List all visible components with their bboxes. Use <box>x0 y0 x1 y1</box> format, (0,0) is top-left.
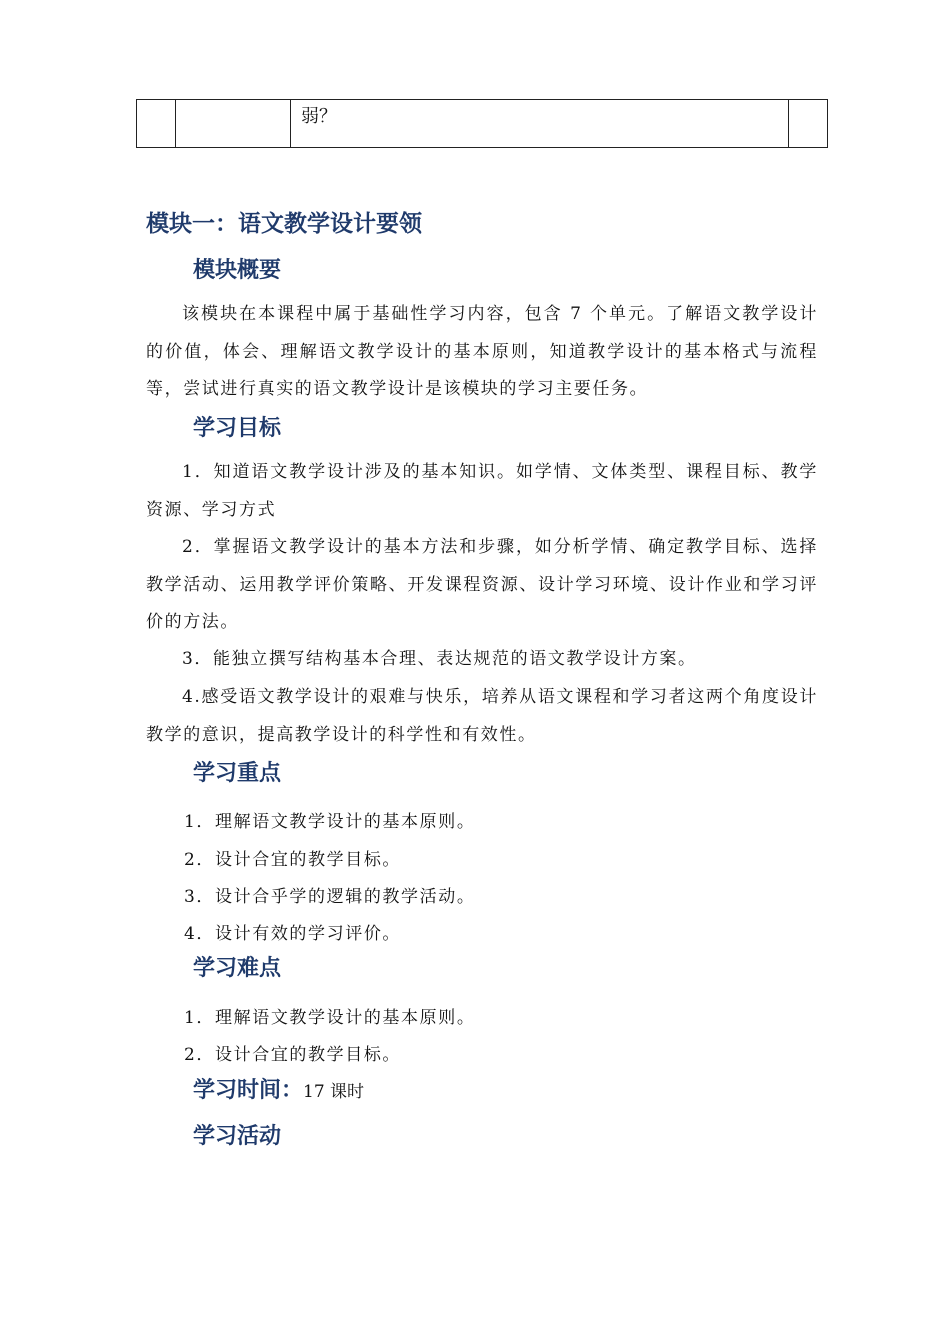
study-time-label: 学习时间： <box>193 1078 304 1103</box>
objective-item-4: 4.感受语文教学设计的艰难与快乐，培养从语文课程和学习者这两个角度设计教学的意识，提高教学设计的科学性和有效性。 <box>146 687 818 745</box>
table-cell <box>176 100 291 148</box>
objectives-heading: 学习目标 <box>193 416 282 441</box>
difficulty-item-2: 2．设计合宜的教学目标。 <box>184 1045 402 1065</box>
objective-item-1: 1．知道语文教学设计涉及的基本知识。如学情、文体类型、课程目标、教学资源、学习方式 <box>146 462 818 520</box>
key-point-item-2: 2．设计合宜的教学目标。 <box>184 850 402 870</box>
difficulties-heading: 学习难点 <box>193 956 282 981</box>
objective-item-2: 2．掌握语文教学设计的基本方法和步骤，如分析学情、确定教学目标、选择教学活动、运用教学评价策略、开发课程资源、设计学习环境、设计作业和学习评价的方法。 <box>146 537 818 632</box>
difficulty-item-1: 1．理解语文教学设计的基本原则。 <box>184 1008 476 1028</box>
key-points-heading: 学习重点 <box>193 761 282 786</box>
table-cell <box>137 100 176 148</box>
objective-item-3: 3．能独立撰写结构基本合理、表达规范的语文教学设计方案。 <box>182 649 697 669</box>
table-cell-text: 弱？ <box>291 100 789 148</box>
study-time-row <box>193 1073 364 1104</box>
overview-heading: 模块概要 <box>193 258 282 283</box>
module-title: 模块一：语文教学设计要领 <box>146 211 422 237</box>
activities-heading: 学习活动 <box>193 1124 282 1149</box>
overview-text: 该模块在本课程中属于基础性学习内容，包含 7 个单元。了解语文教学设计的价值，体会、理解语文教学设计的基本原则，知道教学设计的基本格式与流程等，尝试进行真实的语文教学设计是该模块的学习主要任务。 <box>146 304 818 399</box>
key-point-item-3: 3．设计合乎学的逻辑的教学活动。 <box>184 887 476 907</box>
study-time-value: 17 课时 <box>303 1082 365 1102</box>
key-point-item-1: 1．理解语文教学设计的基本原则。 <box>184 812 476 832</box>
key-point-item-4: 4．设计有效的学习评价。 <box>184 924 402 944</box>
table-fragment <box>136 99 828 148</box>
table-cell <box>789 100 828 148</box>
table-row <box>137 100 828 148</box>
